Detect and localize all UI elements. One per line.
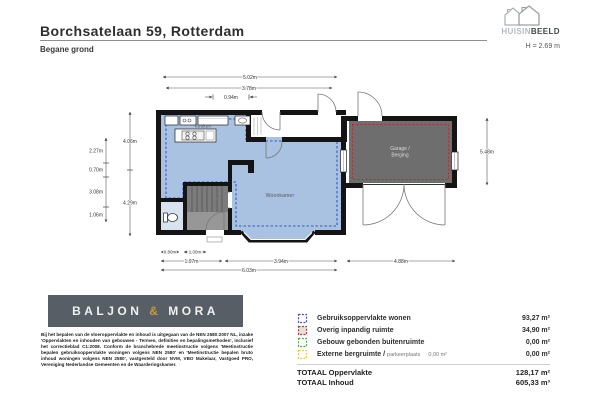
dim-left-2: 0.70m — [89, 167, 103, 174]
dim-bottom-4: 6.03m — [242, 267, 256, 274]
total-volume-value: 605,33 m³ — [515, 378, 550, 387]
dim-bottom-3: 4.88m — [394, 258, 408, 265]
legend-label: Gebouw gebonden buitenruimte — [317, 339, 425, 346]
wonen-swatch-icon — [297, 313, 308, 324]
agency-name-part1: BALJON — [72, 304, 143, 318]
hall-floor — [187, 212, 228, 230]
inpandig-swatch-icon — [297, 325, 308, 336]
dim-bottom-small-1: 0.80m — [163, 249, 177, 255]
dim-top-1: 5.02m — [243, 74, 257, 81]
legend-value: 34,90 m² — [521, 327, 550, 334]
total-surface-row — [297, 368, 550, 377]
area-legend — [297, 313, 550, 388]
dim-left-3: 3.08m — [89, 189, 103, 196]
entrance-stoop — [207, 237, 222, 242]
total-volume-label: TOTAAL Inhoud — [297, 378, 354, 387]
dim-right-1: 5.48m — [480, 149, 494, 156]
bay-window-floor — [241, 230, 315, 241]
total-surface-label: TOTAAL Oppervlakte — [297, 368, 373, 377]
floor-plan — [75, 58, 505, 298]
toilet-fixture — [164, 213, 178, 222]
living-room-label: Woonkamer — [265, 193, 295, 199]
dim-bottom-2: 3.94m — [274, 258, 288, 265]
ceiling-height-note: H = 2.69 m — [525, 43, 560, 50]
brand-logo — [488, 27, 560, 36]
garage-label-line1: Garage / — [390, 146, 410, 152]
brand-bold-text: BEELD — [530, 27, 560, 36]
vestibule-hatch — [254, 117, 261, 135]
dim-bottom-1: 1.97m — [184, 258, 199, 265]
floor-label: Begane grond — [40, 45, 94, 54]
legend-label: Gebruiksoppervlakte wonen — [317, 315, 411, 322]
legend-label-sub: parkeerplaats — [387, 352, 421, 358]
externe-berging-swatch-icon — [297, 349, 308, 360]
measurement-disclaimer: Bij het bepalen van de vloeroppervlakte en inhoud is uitgegaan van de NEN 2580:2007 NL, inzake 'Oppervlakten en inhouden van gebouwen - Termen, definities en bepalingsmethoden', inclusief het correctieblad C1:2008. Conform de branchebrede meetinstructie volgens 'Meetinstructie bepalen gebruiksoppervlakte woningen volgens NEN 2580' en 'Meetinstructie bepalen bruto inhoud woningen volgens NEN 2580', vastgesteld door NVM, VBO Makelaar, Vastgoed PRO, Vereniging Nederlandse Gemeenten en de Waarderingskamer. — [41, 332, 253, 368]
kitchen-island-stove — [175, 129, 216, 142]
legend-value: 0,00 m² — [525, 351, 550, 358]
agency-name-part2: MORA — [168, 304, 219, 318]
agency-ampersand: & — [149, 304, 162, 318]
legend-totals — [297, 364, 550, 387]
legend-value: 0,00 m² — [525, 339, 550, 346]
dim-top-3: 0.94m — [224, 94, 238, 101]
dim-left-1: 2.27m — [89, 148, 103, 155]
total-volume-row — [297, 378, 550, 387]
header-divider — [40, 40, 487, 41]
legend-value: 93,27 m² — [521, 315, 550, 322]
legend-row-buitenruimte — [297, 337, 550, 348]
legend-sub-value: 0,00 m² — [428, 352, 448, 358]
agency-logo — [48, 295, 243, 327]
legend-label: Overig inpandig ruimte — [317, 327, 394, 334]
page-title: Borchsatelaan 59, Rotterdam — [40, 23, 245, 39]
dim-left-outer-1: 4.06m — [123, 139, 137, 145]
buitenruimte-swatch-icon — [297, 337, 308, 348]
dim-bottom-small-2: 1.00m — [188, 249, 202, 255]
garage-label-line2: Berging — [391, 152, 409, 159]
brand-light-text: HUISIN — [501, 27, 531, 36]
huisinbeeld-houses-icon — [502, 4, 548, 26]
legend-row-inpandig — [297, 325, 550, 336]
legend-row-externe-berging — [297, 349, 550, 360]
dim-left-4: 1.06m — [89, 212, 103, 219]
legend-label — [317, 351, 496, 358]
legend-label-main: Externe bergruimte / — [317, 351, 386, 358]
dim-top-2: 3.78m — [242, 85, 256, 92]
kitchen-label: Keuken — [194, 123, 212, 129]
legend-row-wonen — [297, 313, 550, 324]
dim-left-outer-2: 4.29m — [123, 200, 137, 207]
total-surface-value: 128,17 m² — [515, 368, 550, 377]
